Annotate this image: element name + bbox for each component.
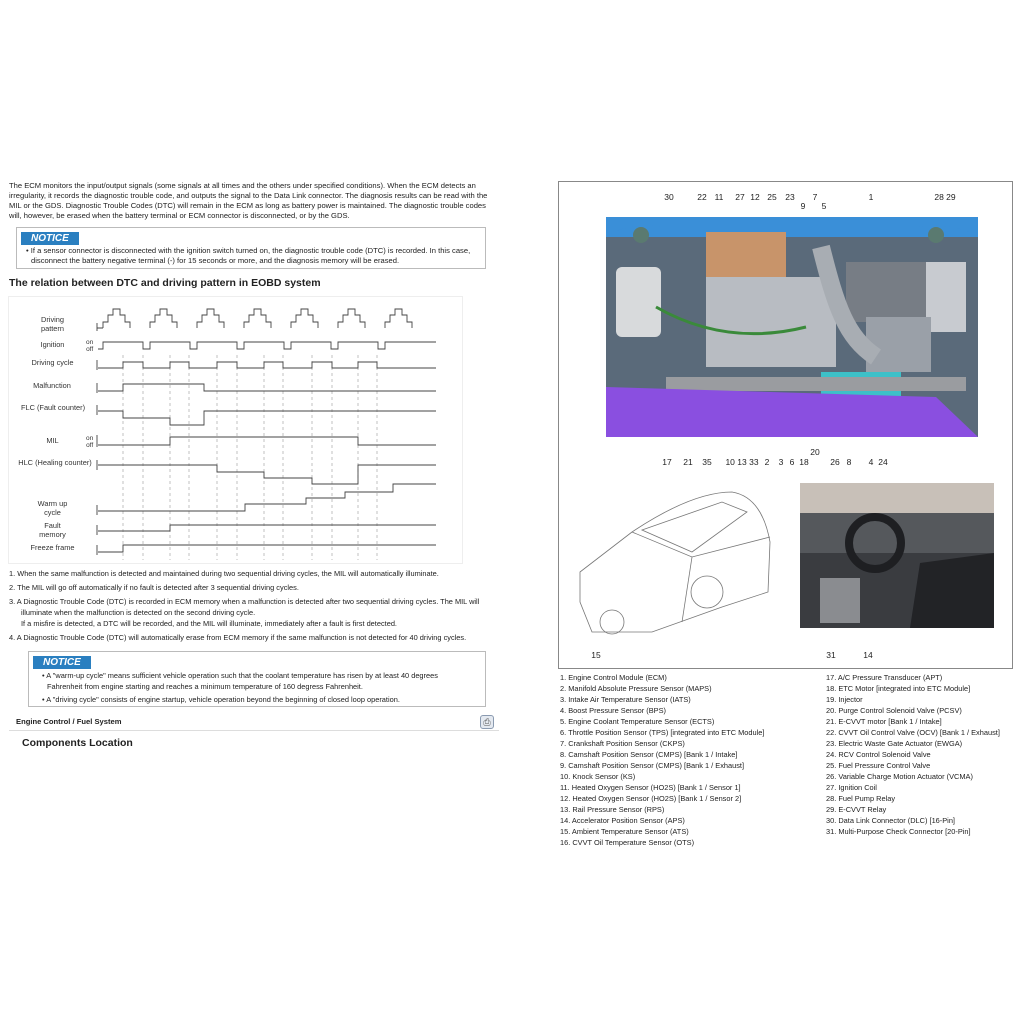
component-item: 12. Heated Oxygen Sensor (HO2S) [Bank 1 / Sensor 2]	[560, 794, 742, 803]
component-item: 17. A/C Pressure Transducer (APT)	[826, 673, 943, 682]
signal-mil	[98, 437, 436, 445]
breadcrumb: Engine Control / Fuel System	[16, 717, 122, 726]
notice-box-2	[28, 651, 486, 707]
label-fault-memory: Fault memory	[39, 521, 66, 539]
mil-on-off: on off	[86, 435, 94, 449]
label-mil: MIL	[46, 436, 59, 445]
page-title: Components Location	[22, 737, 133, 749]
ignition-on-off: on off	[86, 339, 94, 353]
callout-number: 22	[697, 192, 707, 202]
label-flc: FLC (Fault counter)	[20, 403, 86, 412]
label-driving-cycle: Driving cycle	[31, 358, 74, 367]
component-item: 25. Fuel Pressure Control Valve	[826, 761, 931, 770]
notice-item: • A "driving cycle" consists of engine startup, vehicle operation beyond the beginning of closed loop operation.	[42, 695, 400, 704]
label-freeze-frame: Freeze frame	[30, 543, 75, 552]
callout-number: 26	[830, 457, 840, 467]
callout-number: 25	[767, 192, 777, 202]
component-item: 22. CVVT Oil Control Valve (OCV) [Bank 1 / Exhaust]	[826, 728, 1000, 737]
callout-number: 24	[878, 457, 888, 467]
label-ignition: Ignition	[40, 340, 65, 349]
callout-number: 18	[799, 457, 809, 467]
signal-hlc	[98, 465, 436, 484]
note-item: 3. A Diagnostic Trouble Code (DTC) is recorded in ECM memory when a malfunction is detected after two sequential driving cycles. The MIL will illuminate when the malfunction is detected on the second driving cycle.	[9, 597, 480, 617]
notice-item: • A "warm-up cycle" means sufficient vehicle operation such that the coolant temperature has risen by at least 40 degrees Fahrenheit from engine starting and reaches a minimum temperature of 160 degress Fahrenheit.	[42, 671, 438, 691]
component-item: 1. Engine Control Module (ECM)	[560, 673, 667, 682]
component-item: 2. Manifold Absolute Pressure Sensor (MAPS)	[560, 684, 712, 693]
callout-number: 23	[785, 192, 795, 202]
label-hlc: HLC (Healing counter)	[18, 458, 92, 467]
timing-signals	[0, 295, 465, 565]
signal-driving-cycle	[98, 362, 436, 368]
callout-number: 12	[750, 192, 760, 202]
callout-number: 9	[800, 201, 806, 211]
callout-number: 6	[789, 457, 795, 467]
callout-number: 8	[846, 457, 852, 467]
callout-number: 4	[868, 457, 874, 467]
component-item: 3. Intake Air Temperature Sensor (IATS)	[560, 695, 691, 704]
callout-number: 2	[764, 457, 770, 467]
components-list-right	[826, 672, 1016, 837]
callout-number: 21	[683, 457, 693, 467]
callout-number: 3	[778, 457, 784, 467]
signal-ignition	[98, 342, 436, 349]
callout-number: 30	[664, 192, 674, 202]
note-item: 4. A Diagnostic Trouble Code (DTC) will automatically erase from ECM memory if the same malfunction is not detected for 40 driving cycles.	[9, 633, 467, 642]
component-item: 7. Crankshaft Position Sensor (CKPS)	[560, 739, 685, 748]
callout-number: 35	[702, 457, 712, 467]
component-item: 27. Ignition Coil	[826, 783, 877, 792]
components-list-left	[560, 672, 820, 848]
component-item: 23. Electric Waste Gate Actuator (EWGA)	[826, 739, 963, 748]
component-item: 13. Rail Pressure Sensor (RPS)	[560, 805, 665, 814]
divider	[9, 730, 499, 731]
notice-item: • If a sensor connector is disconnected with the ignition switch turned on, the diagnostic trouble code (DTC) is recorded. In this case, disconnect the battery negative terminal (-) for 15 seconds or more, and the diagnosis memory will be erased.	[26, 246, 471, 265]
component-item: 26. Variable Charge Motion Actuator (VCMA)	[826, 772, 973, 781]
component-item: 9. Camshaft Position Sensor (CMPS) [Bank 1 / Exhaust]	[560, 761, 745, 770]
interior-image	[800, 483, 994, 628]
label-warm-up-cycle: Warm up cycle	[37, 499, 68, 517]
component-item: 16. CVVT Oil Temperature Sensor (OTS)	[560, 838, 695, 847]
component-item: 18. ETC Motor [integrated into ETC Module]	[826, 684, 971, 693]
callout-number: 1	[868, 192, 874, 202]
notice-tag: NOTICE	[21, 232, 79, 245]
intro-paragraph: The ECM monitors the input/output signals (some signals at all times and the others under specified conditions). When the ECM detects an irregularity, it records the diagnostic trouble code, and outputs the signal to the Data Link connector. The diagnosis results can be read with the MIL or the GDS. Diagnostic Trouble Codes (DTC) will remain in the ECM as long as battery power is maintained. The diagnostic trouble codes will, however, be erased when the battery terminal or ECM connector is disconnected, or by the GDS.	[9, 181, 488, 220]
component-item: 10. Knock Sensor (KS)	[560, 772, 636, 781]
component-item: 6. Throttle Position Sensor (TPS) [integrated into ETC Module]	[560, 728, 765, 737]
component-item: 24. RCV Control Solenoid Valve	[826, 750, 931, 759]
notice-box	[16, 227, 486, 269]
signal-warm-up	[98, 484, 436, 511]
component-item: 21. E-CVVT motor [Bank 1 / Intake]	[826, 717, 942, 726]
callout-number: 17	[662, 457, 672, 467]
label-malfunction: Malfunction	[33, 381, 71, 390]
callout-number: 27	[735, 192, 745, 202]
note-item: 2. The MIL will go off automatically if no fault is detected after 3 sequential driving cycles.	[9, 583, 299, 592]
component-item: 29. E-CVVT Relay	[826, 805, 887, 814]
signal-malfunction	[98, 384, 436, 391]
component-item: 28. Fuel Pump Relay	[826, 794, 896, 803]
note-item: 1. When the same malfunction is detected and maintained during two sequential driving cycles, the MIL will automatically illuminate.	[9, 569, 439, 578]
callout-number: 10 13 33	[725, 457, 759, 467]
callout-number: 15	[591, 650, 601, 660]
callout-number: 20	[810, 447, 820, 457]
signal-freeze-frame	[98, 545, 436, 552]
component-item: 20. Purge Control Solenoid Valve (PCSV)	[826, 706, 962, 715]
component-item: 4. Boost Pressure Sensor (BPS)	[560, 706, 666, 715]
note-item: If a misfire is detected, a DTC will be recorded, and the MIL will illuminate, immediately after a fault is first detected.	[21, 619, 397, 628]
notice-tag: NOTICE	[33, 656, 91, 669]
callout-number: 7	[812, 192, 818, 202]
car-outline-image	[572, 482, 777, 652]
signal-fault-memory	[98, 525, 436, 531]
label-driving-pattern: Driving pattern	[40, 315, 64, 333]
callout-number: 14	[863, 650, 873, 660]
print-icon[interactable]: ⎙	[480, 715, 494, 729]
component-item: 31. Multi-Purpose Check Connector [20-Pin]	[826, 827, 971, 836]
component-item: 15. Ambient Temperature Sensor (ATS)	[560, 827, 689, 836]
component-item: 19. Injector	[826, 695, 863, 704]
signal-flc	[98, 411, 436, 425]
component-item: 30. Data Link Connector (DLC) [16-Pin]	[826, 816, 955, 825]
engine-bay-image	[606, 217, 978, 437]
notes-list	[9, 568, 499, 643]
callout-number: 11	[714, 192, 724, 202]
section-title: The relation between DTC and driving pattern in EOBD system	[9, 277, 321, 289]
component-item: 14. Accelerator Position Sensor (APS)	[560, 816, 685, 825]
component-item: 5. Engine Coolant Temperature Sensor (ECTS)	[560, 717, 715, 726]
callout-number: 28 29	[934, 192, 956, 202]
callout-number: 5	[821, 201, 827, 211]
callout-number: 31	[826, 650, 836, 660]
component-item: 11. Heated Oxygen Sensor (HO2S) [Bank 1 / Sensor 1]	[560, 783, 741, 792]
signal-driving-pattern	[97, 309, 412, 328]
component-item: 8. Camshaft Position Sensor (CMPS) [Bank 1 / Intake]	[560, 750, 738, 759]
